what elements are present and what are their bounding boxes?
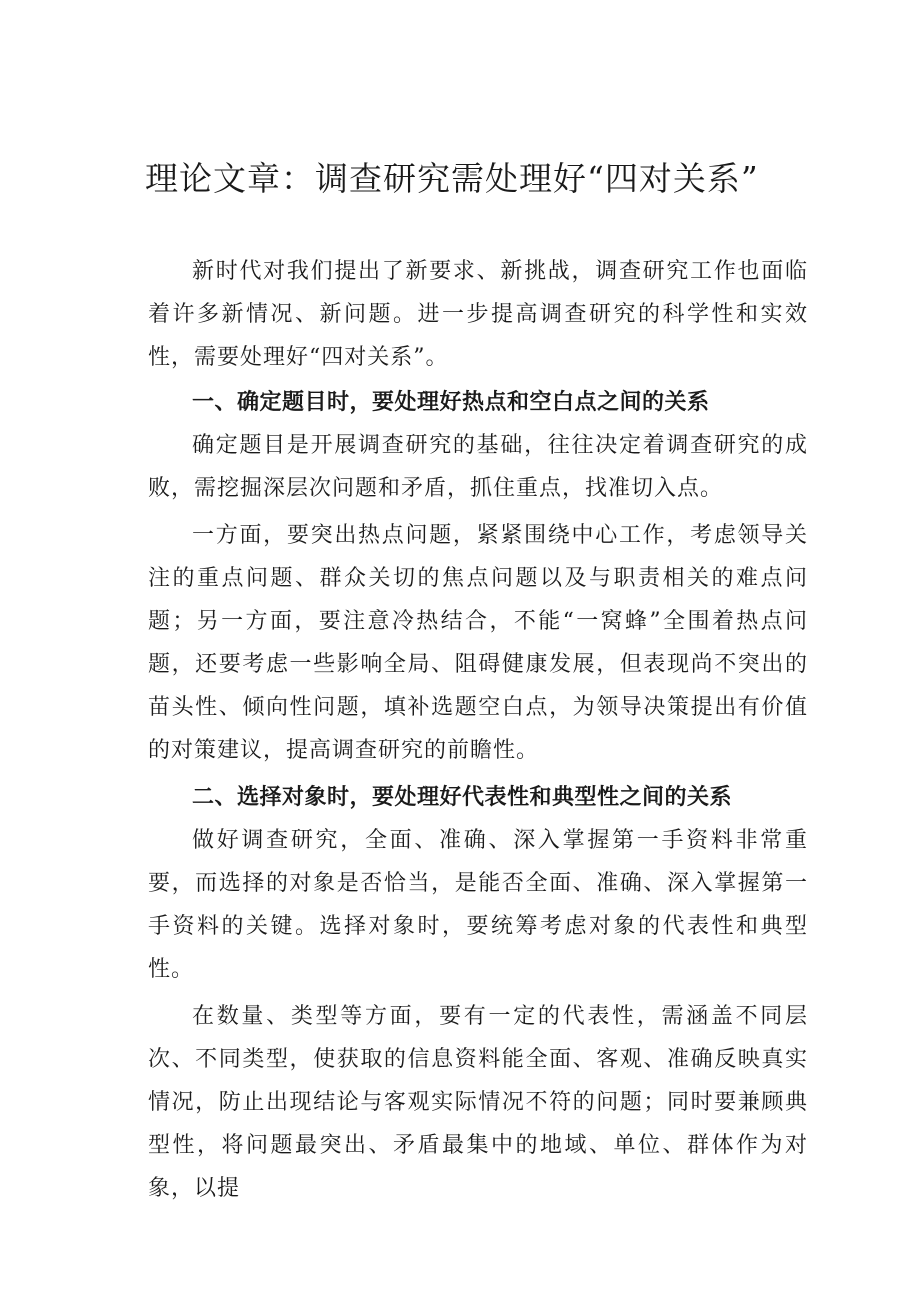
section-2-heading: 二、选择对象时，要处理好代表性和典型性之间的关系 bbox=[192, 785, 733, 810]
section-1-paragraph-2: 一方面，要突出热点问题，紧紧围绕中心工作，考虑领导关注的重点问题、群众关切的焦点问题以及与职责相关的难点问题；另一方面，要注意冷热结合，不能“一窝蜂”全围着热点问题，还要考虑一些影响全局、阻碍健康发展，但表现尚不突出的苗头性、倾向性问题，填补选题空白点，为领导决策提出有价值的对策建议，提高调查研究的前瞻性。 bbox=[148, 523, 808, 763]
intro-paragraph: 新时代对我们提出了新要求、新挑战，调查研究工作也面临着许多新情况、新问题。进一步提高调查研究的科学性和实效性，需要处理好“四对关系”。 bbox=[148, 259, 808, 370]
section-1-paragraph-1: 确定题目是开展调查研究的基础，往往决定着调查研究的成败，需挖掘深层次问题和矛盾，抓住重点，找准切入点。 bbox=[148, 433, 808, 501]
document-title: 理论文章：调查研究需处理好“四对关系” bbox=[145, 159, 759, 198]
section-2-paragraph-2: 在数量、类型等方面，要有一定的代表性，需涵盖不同层次、不同类型，使获取的信息资料能全面、客观、准确反映真实情况，防止出现结论与客观实际情况不符的问题；同时要兼顾典型性，将问题最突出、矛盾最集中的地域、单位、群体作为对象，以提 bbox=[148, 1004, 808, 1201]
section-1-heading: 一、确定题目时，要处理好热点和空白点之间的关系 bbox=[192, 390, 710, 415]
section-2-paragraph-1: 做好调查研究，全面、准确、深入掌握第一手资料非常重要，而选择的对象是否恰当，是能否全面、准确、深入掌握第一手资料的关键。选择对象时，要统筹考虑对象的代表性和典型性。 bbox=[148, 828, 808, 982]
document-body bbox=[148, 250, 808, 1210]
